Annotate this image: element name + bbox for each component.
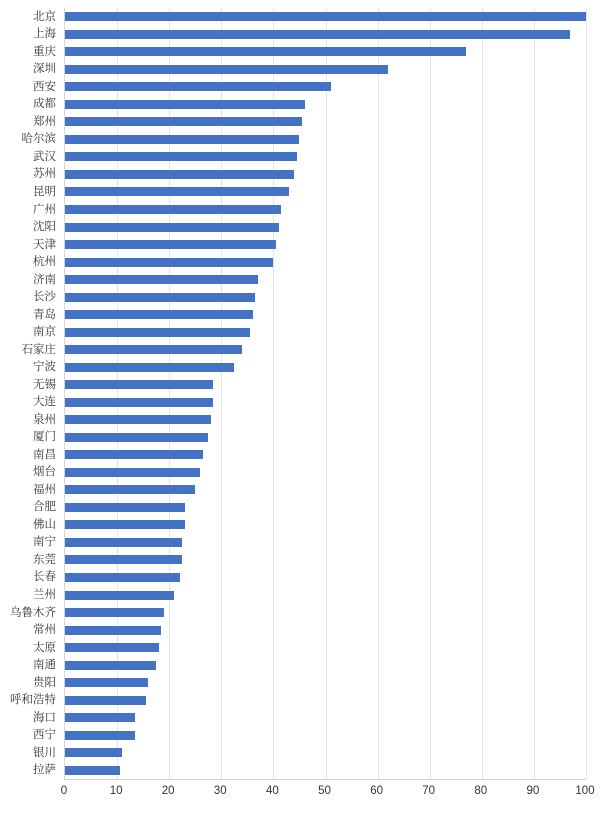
- value-tick-label: 20: [161, 785, 175, 797]
- bar: [65, 380, 213, 389]
- bar: [65, 503, 185, 512]
- bar-row: [65, 761, 586, 779]
- bar-row: [65, 376, 586, 394]
- bar-row: [65, 569, 586, 587]
- category-label: 大连: [33, 396, 56, 409]
- value-tick-label: 0: [60, 785, 68, 797]
- bar-row: [65, 271, 586, 289]
- category-label: 武汉: [33, 150, 56, 163]
- bar: [65, 345, 242, 354]
- bar: [65, 731, 135, 740]
- bar: [65, 117, 302, 126]
- category-label: 东莞: [33, 553, 56, 566]
- bar: [65, 766, 120, 775]
- bar: [65, 415, 211, 424]
- bar: [65, 643, 159, 652]
- bar: [65, 47, 466, 56]
- bar-row: [65, 341, 586, 359]
- category-label: 合肥: [33, 501, 56, 514]
- bar: [65, 713, 135, 722]
- category-label: 拉萨: [33, 764, 56, 777]
- value-tick-label: 30: [213, 785, 227, 797]
- bar-row: [65, 43, 586, 61]
- bar: [65, 608, 164, 617]
- category-label: 南宁: [33, 536, 56, 549]
- bar: [65, 12, 586, 21]
- bar: [65, 205, 281, 214]
- bar-series: [65, 8, 586, 779]
- category-label: 郑州: [33, 115, 56, 128]
- category-label: 石家庄: [21, 343, 56, 356]
- bar-row: [65, 8, 586, 26]
- bar: [65, 363, 234, 372]
- value-tick-label: 60: [370, 785, 383, 797]
- category-label: 苏州: [33, 168, 56, 181]
- value-axis-labels: [60, 785, 595, 801]
- category-label: 南京: [33, 326, 56, 339]
- bar-row: [65, 464, 586, 482]
- category-label: 贵阳: [33, 676, 56, 689]
- bar-row: [65, 621, 586, 639]
- category-label: 海口: [33, 711, 56, 724]
- bar-row: [65, 61, 586, 79]
- category-label: 沈阳: [33, 221, 56, 234]
- category-label: 银川: [33, 746, 56, 759]
- category-label: 南通: [33, 659, 56, 672]
- bar-row: [65, 429, 586, 447]
- category-label: 兰州: [33, 589, 56, 601]
- category-label: 厦门: [33, 431, 56, 444]
- bar: [65, 485, 195, 494]
- bar: [65, 538, 182, 547]
- gridline: [586, 8, 587, 779]
- bar: [65, 328, 250, 337]
- bar: [65, 573, 180, 582]
- category-label: 济南: [33, 273, 56, 286]
- bar-row: [65, 218, 586, 236]
- bar-row: [65, 183, 586, 201]
- bar-row: [65, 358, 586, 376]
- bar-row: [65, 26, 586, 44]
- category-label: 呼和浩特: [10, 694, 56, 707]
- bar-row: [65, 236, 586, 254]
- value-tick-label: 50: [318, 785, 331, 797]
- bar-row: [65, 656, 586, 674]
- plot-area: [64, 8, 586, 780]
- bar: [65, 661, 156, 670]
- bar-row: [65, 604, 586, 622]
- category-label: 南昌: [33, 448, 56, 461]
- category-label: 泉州: [33, 413, 56, 426]
- bar: [65, 275, 258, 284]
- bar-row: [65, 691, 586, 709]
- bar: [65, 30, 570, 39]
- category-label: 广州: [33, 203, 56, 216]
- value-tick-label: 80: [474, 785, 488, 797]
- bar: [65, 591, 174, 600]
- bar: [65, 187, 289, 196]
- value-tick-label: 40: [265, 785, 279, 797]
- bar: [65, 748, 122, 757]
- bar-row: [65, 586, 586, 604]
- category-label: 昆明: [33, 185, 56, 198]
- category-label: 长沙: [33, 291, 56, 304]
- bar: [65, 152, 297, 161]
- bar-row: [65, 113, 586, 131]
- bar-row: [65, 201, 586, 219]
- bar: [65, 240, 276, 249]
- category-label: 太原: [33, 641, 56, 654]
- bar-row: [65, 394, 586, 412]
- bar-row: [65, 481, 586, 499]
- bar-row: [65, 499, 586, 517]
- category-label: 成都: [33, 98, 56, 111]
- value-tick-label: 100: [575, 785, 595, 797]
- bar: [65, 678, 148, 687]
- bar: [65, 170, 294, 179]
- bar: [65, 696, 146, 705]
- category-label: 哈尔滨: [21, 133, 56, 146]
- category-label: 乌鲁木齐: [10, 606, 56, 619]
- bar: [65, 310, 253, 319]
- bar-row: [65, 516, 586, 534]
- bar-row: [65, 323, 586, 341]
- bar: [65, 398, 213, 407]
- bar-row: [65, 148, 586, 166]
- bar-row: [65, 306, 586, 324]
- value-tick-label: 10: [109, 785, 123, 797]
- category-label: 长春: [33, 571, 56, 584]
- category-label: 西宁: [33, 729, 56, 742]
- bar-row: [65, 674, 586, 692]
- bar: [65, 293, 255, 302]
- value-tick-label: 70: [422, 785, 436, 797]
- category-label: 青岛: [33, 308, 56, 321]
- bar: [65, 135, 299, 144]
- bar-row: [65, 534, 586, 552]
- bar: [65, 258, 273, 267]
- category-label: 北京: [33, 10, 56, 23]
- bar-row: [65, 288, 586, 306]
- value-tick-label: 90: [526, 785, 540, 797]
- bar-row: [65, 639, 586, 657]
- category-label: 上海: [33, 28, 56, 41]
- bar-row: [65, 446, 586, 464]
- category-label: 重庆: [33, 45, 56, 58]
- bar-row: [65, 744, 586, 762]
- bar: [65, 626, 161, 635]
- bar-row: [65, 709, 586, 727]
- category-axis-labels: [0, 8, 60, 780]
- bar: [65, 450, 203, 459]
- bar-row: [65, 726, 586, 744]
- category-label: 西安: [33, 80, 56, 93]
- category-label: 福州: [33, 483, 56, 496]
- bar: [65, 100, 305, 109]
- bar: [65, 223, 279, 232]
- bar-row: [65, 96, 586, 114]
- bar: [65, 433, 208, 442]
- category-label: 深圳: [33, 63, 56, 76]
- bar: [65, 82, 331, 91]
- bar: [65, 555, 182, 564]
- category-label: 常州: [33, 624, 56, 637]
- bar-row: [65, 131, 586, 149]
- bar: [65, 520, 185, 529]
- category-label: 佛山: [33, 518, 56, 531]
- bar-row: [65, 78, 586, 96]
- category-label: 无锡: [33, 378, 56, 391]
- bar: [65, 468, 200, 477]
- category-label: 宁波: [33, 361, 56, 374]
- category-label: 杭州: [33, 256, 56, 269]
- category-label: 烟台: [33, 466, 56, 479]
- bar-row: [65, 551, 586, 569]
- bar-row: [65, 411, 586, 429]
- bar: [65, 65, 388, 74]
- bar-row: [65, 166, 586, 184]
- bar-row: [65, 253, 586, 271]
- category-label: 天津: [33, 238, 56, 251]
